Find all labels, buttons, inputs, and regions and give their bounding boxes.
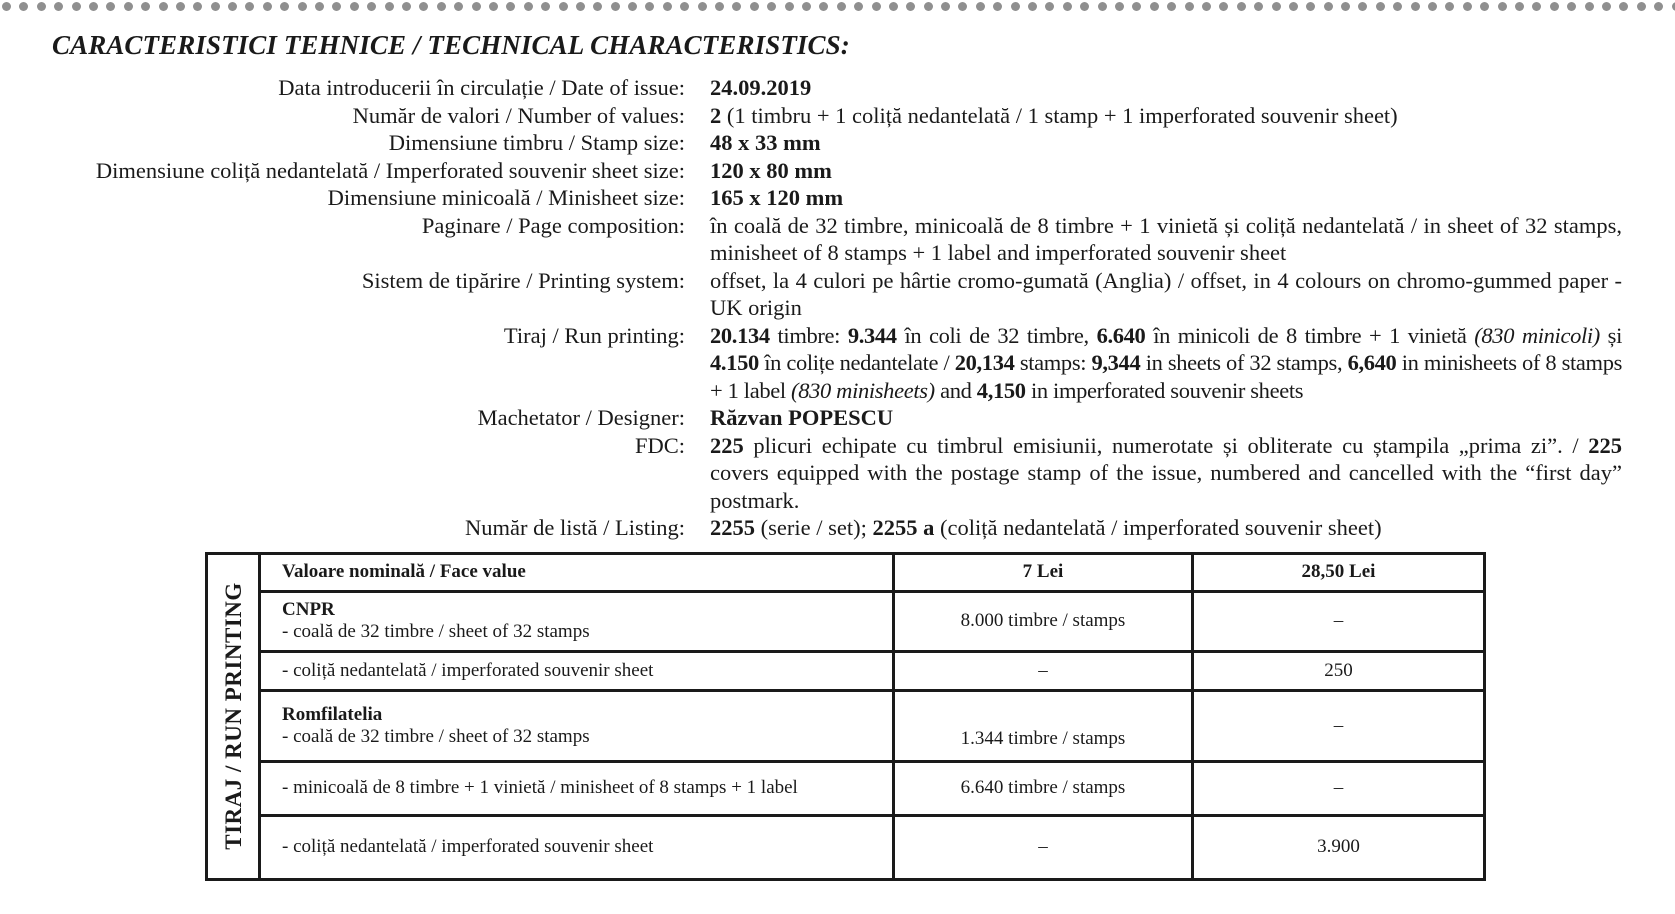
divider-dot (1619, 2, 1628, 11)
divider-dot (1011, 2, 1020, 11)
face-value-table (261, 555, 1483, 878)
spec-value: offset, la 4 culori pe hârtie cromo-gumată (Anglia) / offset, in 4 colours on chromo-gummed paper - UK origin (710, 267, 1622, 320)
divider-dot (1045, 2, 1054, 11)
divider-dot (1289, 2, 1298, 11)
divider-dot (419, 2, 428, 11)
row-value-28-50-lei: – (1193, 690, 1484, 761)
divider-dot (245, 2, 254, 11)
spec-value: 2255 (serie / set); 2255 a (coliță nedantelată / imperforated souvenir sheet) (710, 515, 1382, 540)
divider-dot (715, 2, 724, 11)
divider-dot (1498, 2, 1507, 11)
row-value-28-50-lei: – (1193, 591, 1484, 652)
divider-dot (1272, 2, 1281, 11)
row-value-28-50-lei: 250 (1193, 652, 1484, 691)
divider-dot (176, 2, 185, 11)
table-row (261, 690, 1483, 761)
divider-dot (663, 2, 672, 11)
table-side-label-box (208, 555, 261, 878)
row-description: - coliță nedantelată / imperforated souvenir sheet (261, 815, 894, 878)
divider-dot (1376, 2, 1385, 11)
spec-value: în coală de 32 timbre, minicoală de 8 timbre + 1 vinietă și coliță nedantelată / in sheet of 32 stamps, minisheet of 8 stamps + 1 label and imperforated souvenir sheet (710, 212, 1622, 265)
spec-value: 225 plicuri echipate cu timbrul emisiunii, numerotate și obliterate cu ștampila „prima zi”. / 225 covers equipped with the postage stamp of the issue, numbered and cancelled with the “first day” postmark. (710, 432, 1622, 513)
divider-dot (1393, 2, 1402, 11)
table-row (261, 815, 1483, 878)
group-label: CNPR (282, 599, 335, 621)
spec-label: Data introducerii în circulație / Date of issue: (278, 75, 685, 100)
divider-dot (1324, 2, 1333, 11)
divider-dot (1080, 2, 1089, 11)
divider-dot (819, 2, 828, 11)
divider-dot (19, 2, 28, 11)
divider-dot (1150, 2, 1159, 11)
divider-dot (1428, 2, 1437, 11)
divider-dot (645, 2, 654, 11)
divider-dot (193, 2, 202, 11)
divider-dot (1532, 2, 1541, 11)
divider-dot (1028, 2, 1037, 11)
spec-row-listing (0, 514, 1675, 542)
divider-dot (1480, 2, 1489, 11)
divider-dot (454, 2, 463, 11)
divider-dot (472, 2, 481, 11)
spec-value: 120 x 80 mm (710, 157, 832, 183)
divider-dot (872, 2, 881, 11)
divider-dot (750, 2, 759, 11)
divider-dot (228, 2, 237, 11)
divider-dot (1515, 2, 1524, 11)
row-value-7-lei: 1.344 timbre / stamps (894, 690, 1193, 761)
divider-dot (211, 2, 220, 11)
divider-dot (141, 2, 150, 11)
spec-row-printing-system (0, 267, 1675, 322)
divider-dot (280, 2, 289, 11)
header-28-50-lei: 28,50 Lei (1193, 555, 1484, 591)
divider-dot (976, 2, 985, 11)
spec-label: Machetator / Designer: (477, 405, 685, 430)
row-value-7-lei: – (894, 652, 1193, 691)
divider-dot (906, 2, 915, 11)
divider-dot (1358, 2, 1367, 11)
row-description: - coliță nedantelată / imperforated souvenir sheet (261, 652, 894, 691)
table-row (261, 591, 1483, 652)
spec-value: 24.09.2019 (710, 75, 812, 100)
divider-dot (1550, 2, 1559, 11)
divider-dot (767, 2, 776, 11)
spec-label: Dimensiune coliță nedantelată / Imperforated souvenir sheet size: (95, 157, 685, 183)
table-side-label: TIRAJ / RUN PRINTING (221, 582, 246, 850)
divider-dot (1463, 2, 1472, 11)
divider-dot (1341, 2, 1350, 11)
divider-dot (958, 2, 967, 11)
divider-dot (1237, 2, 1246, 11)
divider-dot (924, 2, 933, 11)
spec-label: Număr de listă / Listing: (465, 515, 685, 540)
divider-dot (1306, 2, 1315, 11)
divider-dot (1202, 2, 1211, 11)
spec-label: Paginare / Page composition: (421, 212, 685, 238)
divider-dot (89, 2, 98, 11)
divider-dot (889, 2, 898, 11)
dotted-divider (0, 2, 1675, 16)
divider-dot (698, 2, 707, 11)
spec-row-fdc (0, 432, 1675, 515)
divider-dot (576, 2, 585, 11)
spec-label: Număr de valori / Number of values: (352, 102, 685, 128)
spec-row-run-printing (0, 322, 1675, 405)
divider-dot (506, 2, 515, 11)
spec-value: Răzvan POPESCU (710, 405, 894, 430)
spec-value: 20.134 timbre: 9.344 în coli de 32 timbre, 6.640 în minicoli de 8 timbre + 1 vinietă (830 minicoli) și 4.150 în colițe nedantelate / 20,134 stamps: 9,344 in sheets of 32 stamps, 6,640 in minisheets of 8 stamps + 1 label (830 minisheets) and 4,150 in imperforated souvenir sheets (710, 322, 1622, 403)
divider-dot (732, 2, 741, 11)
spec-row-stamp-size (0, 129, 1675, 157)
spec-label: Dimensiune minicoală / Minisheet size: (327, 185, 685, 210)
divider-dot (1602, 2, 1611, 11)
row-value-28-50-lei: 3.900 (1193, 815, 1484, 878)
divider-dot (1654, 2, 1663, 11)
divider-dot (1672, 2, 1675, 11)
divider-dot (1167, 2, 1176, 11)
divider-dot (315, 2, 324, 11)
spec-value: 48 x 33 mm (710, 130, 821, 155)
spec-label: Sistem de tipărire / Printing system: (361, 267, 685, 293)
divider-dot (854, 2, 863, 11)
divider-dot (332, 2, 341, 11)
header-face-value: Valoare nominală / Face value (261, 555, 894, 591)
divider-dot (385, 2, 394, 11)
spec-label: Tiraj / Run printing: (503, 322, 685, 348)
spec-row-values (0, 102, 1675, 130)
divider-dot (785, 2, 794, 11)
divider-dot (106, 2, 115, 11)
divider-dot (628, 2, 637, 11)
spec-row-designer (0, 404, 1675, 432)
divider-dot (541, 2, 550, 11)
divider-dot (367, 2, 376, 11)
divider-dot (1637, 2, 1646, 11)
spec-label: FDC: (634, 432, 685, 458)
divider-dot (489, 2, 498, 11)
divider-dot (159, 2, 168, 11)
group-label: Romfilatelia (282, 703, 383, 725)
divider-dot (1063, 2, 1072, 11)
spec-value: 2 (1 timbru + 1 coliță nedantelată / 1 stamp + 1 imperforated souvenir sheet) (710, 102, 1398, 128)
spec-label: Dimensiune timbru / Stamp size: (388, 130, 685, 155)
row-description: CNPR - coală de 32 timbre / sheet of 32 stamps (261, 591, 894, 652)
divider-dot (1585, 2, 1594, 11)
divider-dot (37, 2, 46, 11)
divider-dot (1115, 2, 1124, 11)
divider-dot (1185, 2, 1194, 11)
divider-dot (54, 2, 63, 11)
table-header-row (261, 555, 1483, 591)
divider-dot (1254, 2, 1263, 11)
divider-dot (993, 2, 1002, 11)
row-value-7-lei: 8.000 timbre / stamps (894, 591, 1193, 652)
spec-row-sheet-size (0, 157, 1675, 185)
divider-dot (680, 2, 689, 11)
divider-dot (2, 2, 11, 11)
divider-dot (72, 2, 81, 11)
divider-dot (559, 2, 568, 11)
divider-dot (263, 2, 272, 11)
spec-row-minisheet-size (0, 184, 1675, 212)
divider-dot (402, 2, 411, 11)
divider-dot (593, 2, 602, 11)
divider-dot (1411, 2, 1420, 11)
page-title: CARACTERISTICI TEHNICE / TECHNICAL CHARACTERISTICS: (52, 30, 850, 60)
divider-dot (124, 2, 133, 11)
spec-row-page-composition (0, 212, 1675, 267)
divider-dot (941, 2, 950, 11)
divider-dot (1445, 2, 1454, 11)
specs-list (0, 74, 1675, 542)
divider-dot (1219, 2, 1228, 11)
row-value-7-lei: – (894, 815, 1193, 878)
row-description: Romfilatelia - coală de 32 timbre / sheet of 32 stamps (261, 690, 894, 761)
table-row (261, 761, 1483, 815)
row-description: - minicoală de 8 timbre + 1 vinietă / minisheet of 8 stamps + 1 label (261, 761, 894, 815)
divider-dot (837, 2, 846, 11)
divider-dot (611, 2, 620, 11)
divider-dot (298, 2, 307, 11)
divider-dot (802, 2, 811, 11)
run-printing-table (205, 552, 1486, 881)
divider-dot (1098, 2, 1107, 11)
divider-dot (1132, 2, 1141, 11)
divider-dot (350, 2, 359, 11)
row-value-7-lei: 6.640 timbre / stamps (894, 761, 1193, 815)
spec-row-date (0, 74, 1675, 102)
table-row (261, 652, 1483, 691)
divider-dot (1567, 2, 1576, 11)
row-value-28-50-lei: – (1193, 761, 1484, 815)
spec-value: 165 x 120 mm (710, 185, 844, 210)
divider-dot (524, 2, 533, 11)
divider-dot (437, 2, 446, 11)
header-7-lei: 7 Lei (894, 555, 1193, 591)
